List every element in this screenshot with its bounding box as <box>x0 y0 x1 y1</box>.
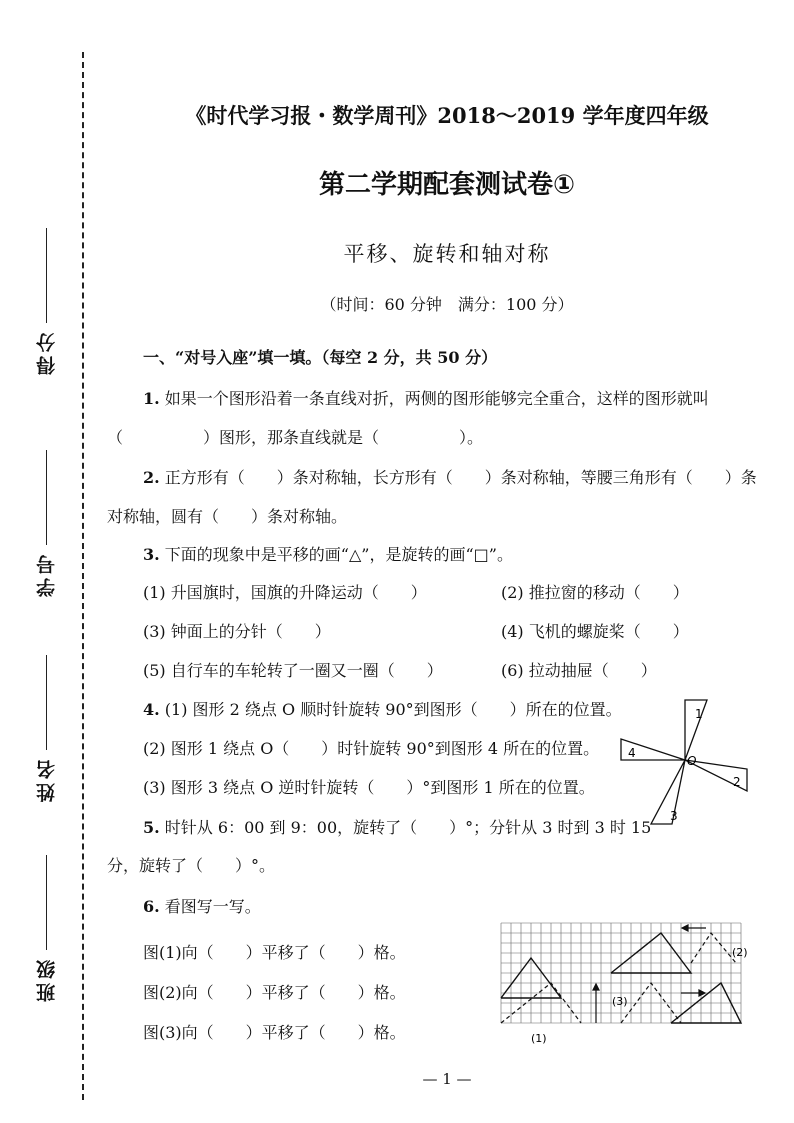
question-3-item-6[interactable]: (6) 拉动抽屉（ ） <box>501 661 657 680</box>
score-blank[interactable] <box>46 228 47 323</box>
question-2-line-1 <box>143 468 757 488</box>
question-4-line-1 <box>143 700 622 720</box>
exam-title: 第二学期配套测试卷① <box>318 170 575 200</box>
question-3-item-3[interactable]: (3) 钟面上的分针（ ） <box>143 622 331 641</box>
unit-subtitle: 平移、旋转和轴对称 <box>343 242 551 266</box>
student-id-blank[interactable] <box>46 450 47 545</box>
triangle-3 <box>651 760 685 824</box>
page-number: — 1 — <box>422 1070 472 1088</box>
question-5-number: 5. <box>143 818 160 837</box>
score-field <box>22 228 70 375</box>
name-blank[interactable] <box>46 655 47 750</box>
center-point-label: O <box>687 754 697 768</box>
question-2-line-2[interactable]: 对称轴，圆有（ ）条对称轴。 <box>107 507 348 526</box>
binding-dashed-line <box>82 52 84 1100</box>
triangle-2-label: 2 <box>733 775 741 789</box>
class-field <box>22 855 70 1002</box>
section-heading: 一、“对号入座”填一填。（每空 2 分，共 50 分） <box>143 348 498 367</box>
triangle-4-label: 4 <box>628 746 636 760</box>
question-4-part-1[interactable]: (1) 图形 2 绕点 O 顺时针旋转 90°到图形（ ）所在的位置。 <box>164 700 622 719</box>
question-6-text: 看图写一写。 <box>164 897 261 916</box>
question-3-prompt <box>143 545 513 565</box>
shape-2-label: (2) <box>732 946 748 959</box>
question-1-line-1 <box>143 389 709 409</box>
question-5-line-2[interactable]: 分，旋转了（ ）°。 <box>107 856 276 875</box>
question-4-part-2[interactable]: (2) 图形 1 绕点 O（ ）时针旋转 90°到图形 4 所在的位置。 <box>143 739 600 758</box>
question-6-item-2[interactable]: 图(2)向（ ）平移了（ ）格。 <box>143 983 406 1002</box>
rotation-pinwheel-figure <box>615 690 755 835</box>
shape-2-dashed-ghost <box>691 933 736 963</box>
question-3-number: 3. <box>143 545 160 564</box>
question-1-text: 如果一个图形沿着一条直线对折，两侧的图形能够完全重合，这样的图形就叫 <box>164 389 709 408</box>
question-5-text[interactable]: 时针从 6：00 到 9：00，旋转了（ ）°；分针从 3 时到 3 时 15 <box>164 818 652 837</box>
exam-series-title: 《时代学习报・数学周刊》2018～2019 学年度四年级 <box>185 103 709 128</box>
question-4-number: 4. <box>143 700 160 719</box>
question-4-part-3[interactable]: (3) 图形 3 绕点 O 逆时针旋转（ ）°到图形 1 所在的位置。 <box>143 778 595 797</box>
name-field <box>22 655 70 802</box>
question-1-number: 1. <box>143 389 160 408</box>
triangle-3-label: 3 <box>670 809 678 823</box>
question-6-number: 6. <box>143 897 160 916</box>
question-2-number: 2. <box>143 468 160 487</box>
score-label: 得分 <box>35 329 58 375</box>
arrow-left-head <box>682 925 688 931</box>
shape-1-label: (1) <box>531 1032 547 1045</box>
arrow-up-head <box>593 984 599 990</box>
translation-grid-figure <box>496 918 756 1048</box>
question-3-item-5[interactable]: (5) 自行车的车轮转了一圈又一圈（ ） <box>143 661 443 680</box>
question-5-line-1 <box>143 818 651 838</box>
name-label: 姓名 <box>35 756 58 802</box>
arrow-right-head <box>699 990 705 996</box>
class-blank[interactable] <box>46 855 47 950</box>
question-3-item-4[interactable]: (4) 飞机的螺旋桨（ ） <box>501 622 689 641</box>
student-id-label: 学号 <box>35 551 58 597</box>
question-6-item-1[interactable]: 图(1)向（ ）平移了（ ）格。 <box>143 943 406 962</box>
question-3-item-2[interactable]: (2) 推拉窗的移动（ ） <box>501 583 689 602</box>
question-1-line-2[interactable]: （ ）图形，那条直线就是（ ）。 <box>107 428 484 447</box>
student-id-field <box>22 450 70 597</box>
shape-3-label: (3) <box>612 995 628 1008</box>
question-3-text: 下面的现象中是平移的画“△”，是旋转的画“□”。 <box>164 545 513 564</box>
question-2-text[interactable]: 正方形有（ ）条对称轴，长方形有（ ）条对称轴，等腰三角形有（ ）条 <box>164 468 757 487</box>
question-6-item-3[interactable]: 图(3)向（ ）平移了（ ）格。 <box>143 1023 406 1042</box>
triangle-1-label: 1 <box>695 707 703 721</box>
question-6-prompt <box>143 897 261 917</box>
time-score-info: （时间：60 分钟 满分：100 分） <box>320 295 574 314</box>
question-3-item-1[interactable]: (1) 升国旗时，国旗的升降运动（ ） <box>143 583 427 602</box>
class-label: 班级 <box>35 956 58 1002</box>
